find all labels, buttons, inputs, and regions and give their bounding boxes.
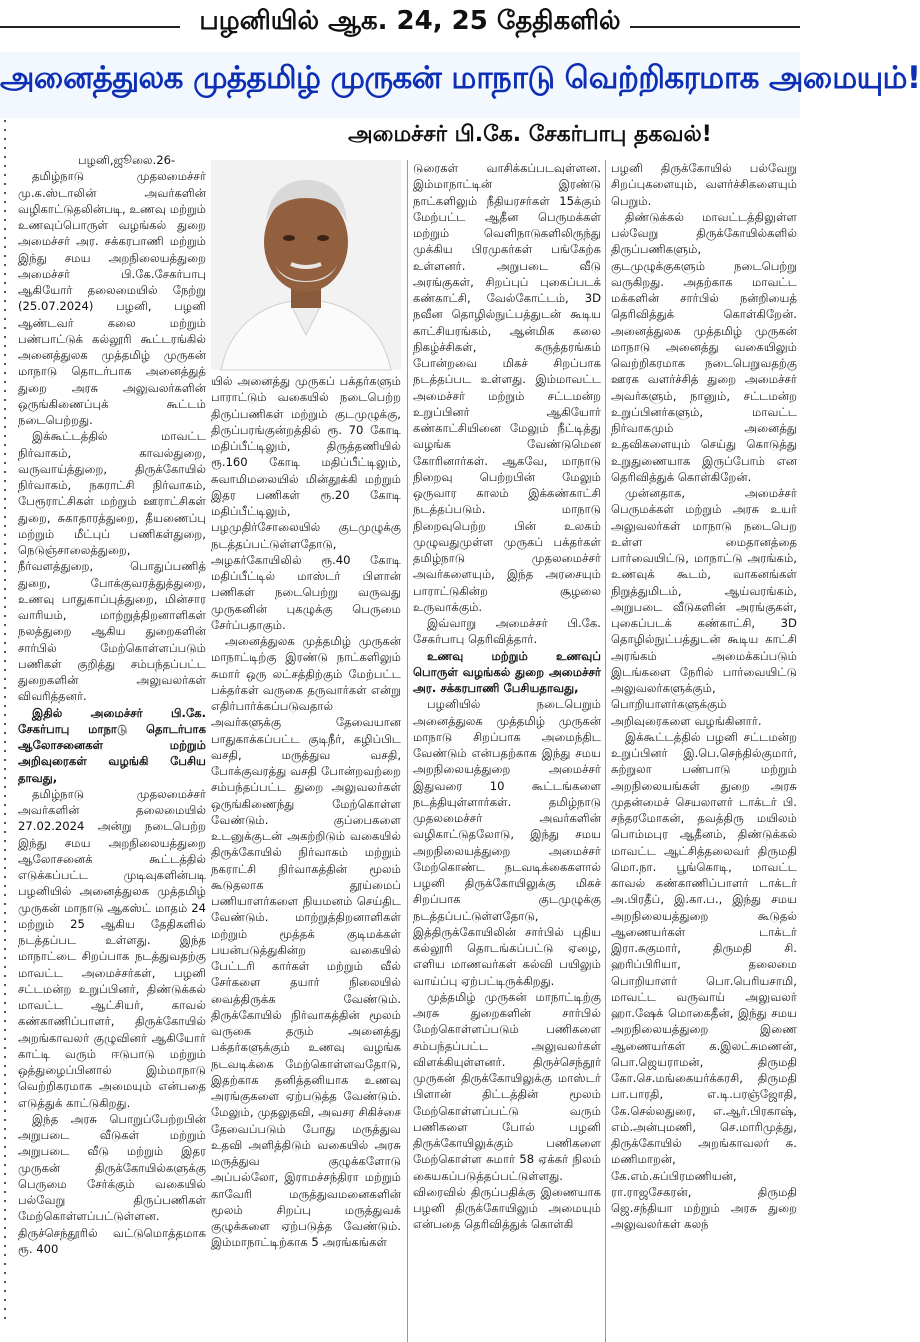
article-paragraph: இக்கூட்டத்தில் பழனி சட்டமன்ற உறுப்பினர் இ.பெ.செந்தில்குமார், சுற்றுலா பண்பாடு மற்றும் அறநிலையங்கள் துறை அரசு முதன்மைச் செயலாளர் டாக்டர் பி. சந்தரமோகன், தவத்திரு மயிலம் பொம்மபுர ஆதீனம், திண்டுக்கல் மாவட்ட ஆட்சித்தலைவர் திருமதி மொ.நா. பூங்கொடி, மாவட்ட காவல் கண்காணிப்பாளர் டாக்டர் அ.பிரதீப், இ.கா.ப., இந்து சமய அறநிலையத்துறை கூடுதல் ஆணையர்கள் டாக்டர் இரா.சுகுமார், திருமதி சி. ஹரிப்பிரியா, தலைமை பொறியாளர் பொ.பெரியசாமி, மாவட்ட வருவாய் அலுவலர் ஹா.ஷேக் மொகைதீன், இந்து சமய அறநிலையத்துறை இணை ஆணையர்கள் க.இலட்சுமணன், பொ.ஜெயராமன், திருமதி கோ.செ.மங்கையர்க்கரசி, திருமதி பா.பாரதி, எ.டி.பரஞ்ஜோதி, கே.செல்லதுரை, எ.ஆர்.பிரகாஷ், எம்.அன்புமணி, செ.மாரிமுத்து, திருக்கோயில் அறங்காவலர் சு. மணிமாறன், கே.எம்.சுப்பிரமணியன், ரா.ராஜசேகரன், திருமதி ஜெ.சந்தியா மற்றும் அரசு துறை அலுவலர்கள் கலந் — [611, 729, 797, 1232]
minister-photo — [211, 160, 401, 370]
article-paragraph: பழனியில் நடைபெறும் அனைத்துலக முத்தமிழ் முருகன் மாநாடு சிறப்பாக அமைந்திட வேண்டும் என்பதற்காக இந்து சமய அறநிலையத்துறை அமைச்சர் இதுவரை 10 கூட்டங்களை நடத்தியுள்ளார்கள். தமிழ்நாடு முதலமைச்சர் அவர்களின் வழிகாட்டுதலோடு, இந்து சமய அறநிலையத்துறை அமைச்சர் மேற்கொண்ட நடவடிக்கைகளால் பழனி திருக்கோயிலுக்கு மிகச் சிறப்பாக குடமுழுக்கு நடத்தப்பட்டுள்ளதோடு, இத்திருக்கோயிலின் சார்பில் புதிய கல்லூரி தொடங்கப்பட்டு ஏழை, எளிய மாணவர்கள் கல்வி பயிலும் வாய்ப்பு ஏற்பட்டிருக்கிறது. — [413, 697, 601, 988]
column-divider-2 — [605, 160, 606, 1342]
article-paragraph: டுரைகள் வாசிக்கப்படவுள்ளன. இம்மாநாட்டின் இரண்டு நாட்களிலும் நீதியரசர்கள் 15க்கும் மேற்பட்ட ஆதீன பெருமக்கள் மற்றும் வெளிநாடுகளிலிருந்து முக்கிய பிரமுகர்கள் பங்கேற்க உள்ளனர். அறுபடை வீடு அரங்குகள், சிறப்புப் புகைப்படக் கண்காட்சி, வேல்கோட்டம், 3D நவீன தொழில்நுட்பத்துடன் கூடிய காட்சியரங்கம், ஆன்மிக கலை நிகழ்ச்சிகள், கருத்தரங்கம் போன்றவை மிகச் சிறப்பாக நடத்தப்பட உள்ளது. இம்மாவட்ட அமைச்சர் மற்றும் சட்டமன்ற உறுப்பினர் ஆகியோர் கண்காட்சியினை மேலும் நீட்டித்து வழங்க வேண்டுமென கோரினார்கள். ஆகவே, மாநாடு நிறைவு பெற்றபின் மேலும் ஒருவார காலம் இக்கண்காட்சி நடத்தப்படும். மாநாடு நிறைவுபெற்ற பின் உலகம் முழுவதுமுள்ள முருகப் பக்தர்கள் தமிழ்நாடு முதலமைச்சர் அவர்களையும், இந்த அரசையும் பாராட்டுகின்ற சூழலை உருவாக்கும். — [413, 161, 601, 614]
article-paragraph: தமிழ்நாடு முதலமைச்சர் அவர்களின் தலைமையில் 27.02.2024 அன்று நடைபெற்ற இந்து சமய அறநிலையத்துறை ஆலோசனைக் கூட்டத்தில் எடுக்கப்பட்ட முடிவுகளின்படி பழனியில் அனைத்துலக முத்தமிழ் முருகன் மாநாடு ஆகஸ்ட் மாதம் 24 மற்றும் 25 ஆகிய தேதிகளில் நடத்தப்பட உள்ளது. இந்த மாநாட்டை சிறப்பாக நடத்துவதற்கு மாவட்ட அமைச்சர்கள், பழனி சட்டமன்ற உறுப்பினர், திண்டுக்கல் மாவட்ட ஆட்சியர், காவல் கண்காணிப்பாளர், திருக்கோயில் அறங்காவலர் குழுவினர் ஆகியோர் காட்டி வரும் ஈடுபாடு மற்றும் ஒத்துழைப்பினால் இம்மாநாடு வெற்றிகரமாக அமையும் என்பதை எடுத்துக் காட்டுகிறது. — [18, 786, 206, 1110]
article-paragraph: அனைத்துலக முத்தமிழ் முருகன் மாநாட்டிற்கு இரண்டு நாட்களிலும் சுமார் ஒரு லட்சத்திற்கும் மேற்பட்ட பக்தர்கள் வருகை தருவார்கள் என்று எதிர்பார்க்கப்படுவதால் அவர்களுக்கு தேவையான பாதுகாக்கப்பட்ட குடிநீர், கழிப்பிட வசதி, மருத்துவ வசதி, போக்குவரத்து வசதி போன்றவற்றை சம்பந்தப்பட்ட துறை அலுவலர்கள் ஒருங்கிணைந்து மேற்கொள்ள வேண்டும். குப்பைகளை உடனுக்குடன் அகற்றிடும் வகையில் திருக்கோயில் நிர்வாகம் மற்றும் நகராட்சி நிர்வாகத்தின் மூலம் கூடுதலாக தூய்மைப் பணியாளர்களை நியமனம் செய்திட வேண்டும். மாற்றுத்திறனாளிகள் மற்றும் மூத்தக் குடிமக்கள் பயன்படுத்துகின்ற வகையில் பேட்டரி கார்கள் மற்றும் வீல் சேர்களை தயார் நிலையில் வைத்திருக்க வேண்டும். திருக்கோயில் நிர்வாகத்தின் மூலம் வருகை தரும் அனைத்து பக்தர்களுக்கும் உணவு வழங்க நடவடிக்கை மேற்கொள்ளவதோடு, இதற்காக தனித்தனியாக உணவு அரங்குகளை ஏற்படுத்த வேண்டும். மேலும், முதலுதவி, அவசர சிகிச்சை தேவைப்படும் போது மருத்துவ உதவி அளித்திடும் வகையில் அரசு மருத்துவ குழுக்களோடு அப்பல்லோ, இராமச்சந்திரா மற்றும் காவேரி மருத்துவமனைகளின் மூலம் சிறப்பு மருத்துவக் குழுக்களை ஏற்படுத்த வேண்டும். இம்மாநாட்டிற்காக 5 அரங்கங்கள் — [211, 634, 401, 1250]
article-paragraph: இந்த அரசு பொறுப்பேற்றபின் அறுபடை வீடுகள் மற்றும் அறுபடை வீடு மற்றும் இதர முருகன் திருக்கோயில்களுக்கு பெருமை சேர்க்கும் வகையில் பல்வேறு திருப்பணிகள் மேற்கொள்ளப்பட்டுள்ளன. திருச்செந்தூரில் வட்டுமொத்தமாக ரூ. 400 — [18, 1111, 206, 1256]
article-column-4 — [611, 160, 797, 1342]
article-paragraph: திண்டுக்கல் மாவட்டத்திலுள்ள பல்வேறு திருக்கோயில்களில் திருப்பணிகளும், குடமுழுக்குகளும் நடைபெற்று வருகிறது. அதற்காக மாவட்ட மக்களின் சார்பில் நன்றியைத் தெரிவித்துக் கொள்கிறேன். அனைத்துலக முத்தமிழ் முருகன் மாநாடு அனைத்து வகையிலும் வெற்றிகரமாக நடைபெறுவதற்கு ஊரக வளர்ச்சித் துறை அமைச்சர் அவர்களும், நானும், சட்டமன்ற உறுப்பினர்களும், மாவட்ட நிர்வாகமும் அனைத்து உதவிகளையும் செய்து கொடுத்து உறுதுணையாக இருப்போம் என தெரிவித்துக் கொள்கிறேன். — [611, 209, 797, 484]
dateline: பழனி,ஜூலை.26- — [78, 153, 176, 167]
article-paragraph: முத்தமிழ் முருகன் மாநாட்டிற்கு அரசு துறைகளின் சார்பில் மேற்கொள்ளப்படும் பணிகளை சம்பந்தப்பட்ட அலுவலர்கள் விளக்கியுள்ளனர். திருச்செந்தூர் முருகன் திருக்கோயிலுக்கு மாஸ்டர் பிளான் திட்டத்தின் மூலம் மேற்கொள்ளப்பட்டு வரும் பணிகளை போல் பழனி திருக்கோயிலுக்கும் பணிகளை மேற்கொள்ள சுமார் 58 ஏக்கர் நிலம் கையகப்படுத்தப்பட்டுள்ளது. விரைவில் திருப்பதிக்கு இணையாக பழனி திருக்கோயிலும் அமையும் என்பதை தெரிவித்துக் கொள்கி — [413, 989, 601, 1232]
article-paragraph: இக்கூட்டத்தில் மாவட்ட நிர்வாகம், காவல்துறை, வருவாய்த்துறை, திருக்கோயில் நிர்வாகம், நகராட்சி நிர்வாகம், பேரூராட்சிகள் மற்றும் ஊராட்சிகள் துறை, சுகாதாரத்துறை, தீயணைப்பு மற்றும் மீட்புப் பணிகள்துறை, நெடுஞ்சாலைத்துறை, நீர்வளத்துறை, பொதுப்பணித் துறை, போக்குவரத்துத்துறை, உணவு பாதுகாப்புத்துறை, மின்சார வாரியம், மாற்றுத்திறனாளிகள் நலத்துறை ஆகிய துறைகளின் சார்பில் மேற்கொள்ளப்படும் பணிகள் குறித்து சம்பந்தப்பட்ட துறைகளின் அலுவலர்கள் விவரித்தனர். — [18, 429, 206, 704]
article-paragraph: யில் அனைத்து முருகப் பக்தர்களும் பாராட்டும் வகையில் நடைபெற்ற திருப்பணிகள் மற்றும் குடமுழுக்கு, திருப்பரங்குன்றத்தில் ரூ. 70 கோடி மதிப்பீட்டிலும், திருத்தணியில் ரூ.160 கோடி மதிப்பீட்டிலும், சுவாமிமலையில் மின்தூக்கி மற்றும் இதர பணிகள் ரூ.20 கோடி மதிப்பீட்டிலும், பழமுதிர்சோலையில் குடமுழுக்கு நடத்தப்பட்டுள்ளதோடு, அழகர்கோயிலில் ரூ.40 கோடி மதிப்பீட்டில் மாஸ்டர் பிளான் பணிகள் நடைபெற்று வருவது முருகனின் புகழுக்கு பெருமை சேர்ப்பதாகும். — [211, 374, 401, 632]
article-paragraph: முன்னதாக, அமைச்சர் பெருமக்கள் மற்றும் அரசு உயர் அலுவலர்கள் மாநாடு நடைபெற உள்ள மைதானத்தை பார்வையிட்டு, மாநாட்டு அரங்கம், உணவுக் கூடம், வாகனங்கள் நிறுத்துமிடம், ஆய்வரங்கம், அறுபடை வீடுகளின் அரங்குகள், புகைப்படக் கண்காட்சி, 3D தொழில்நுட்பத்துடன் கூடிய காட்சி அரங்கம் அமைக்கப்படும் இடங்களை நேரில் பார்வையிட்டு அலுவலர்களுக்கும், பொறியாளர்களுக்கும் அறிவுரைகளை வழங்கினார். — [611, 486, 797, 728]
article-subhead: உணவு மற்றும் உணவுப் பொருள் வழங்கல் துறை அமைச்சர் அர. சக்கரபாணி பேசியதாவது, — [413, 648, 601, 695]
article-paragraph: இவ்வாறு அமைச்சர் பி.கே. சேகர்பாபு தெரிவித்தார். — [413, 616, 601, 647]
article-column-1 — [18, 152, 206, 1342]
column-divider-1 — [407, 160, 408, 1342]
article-column-3 — [413, 160, 601, 1342]
page-edge-perforation — [4, 120, 6, 1320]
article-paragraph: பழனி திருக்கோயில் பல்வேறு சிறப்புகளையும், வளர்ச்சிகளையும் பெறும். — [611, 161, 797, 208]
main-headline: அனைத்துலக முத்தமிழ் முருகன் மாநாடு வெற்றிகரமாக அமையும்! — [0, 60, 920, 96]
kicker-headline: பழனியில் ஆக. 24, 25 தேதிகளில் — [199, 6, 621, 36]
article-subhead: இதில் அமைச்சர் பி.கே. சேகர்பாபு மாநாடு தொடர்பாக ஆலோசனைகள் மற்றும் அறிவுரைகள் வழங்கி பேசிய தாவது, — [18, 705, 206, 785]
minister-portrait-icon — [211, 160, 401, 370]
sub-headline: அமைச்சர் பி.கே. சேகர்பாபு தகவல்! — [348, 122, 712, 147]
article-column-2 — [211, 373, 401, 1342]
article-paragraph: தமிழ்நாடு முதலமைச்சர் மு.க.ஸ்டாலின் அவர்களின் வழிகாட்டுதலின்படி, உணவு மற்றும் உணவுப்பொருள் வழங்கல் துறை அமைச்சர் அர. சக்கரபாணி மற்றும் இந்து சமய அறநிலையத்துறை அமைச்சர் பி.கே.சேகர்பாபு ஆகியோர் தலைமையில் நேற்று (25.07.2024) பழனி, பழனி ஆண்டவர் கலை மற்றும் பண்பாட்டுக் கல்லூரி கூட்டரங்கில் அனைத்துலக முத்தமிழ் முருகன் மாநாடு தொடர்பாக அனைத்துத் துறை அரசு அலுவலர்களின் ஒருங்கிணைப்புக் கூட்டம் நடைபெற்றது. — [18, 169, 206, 427]
